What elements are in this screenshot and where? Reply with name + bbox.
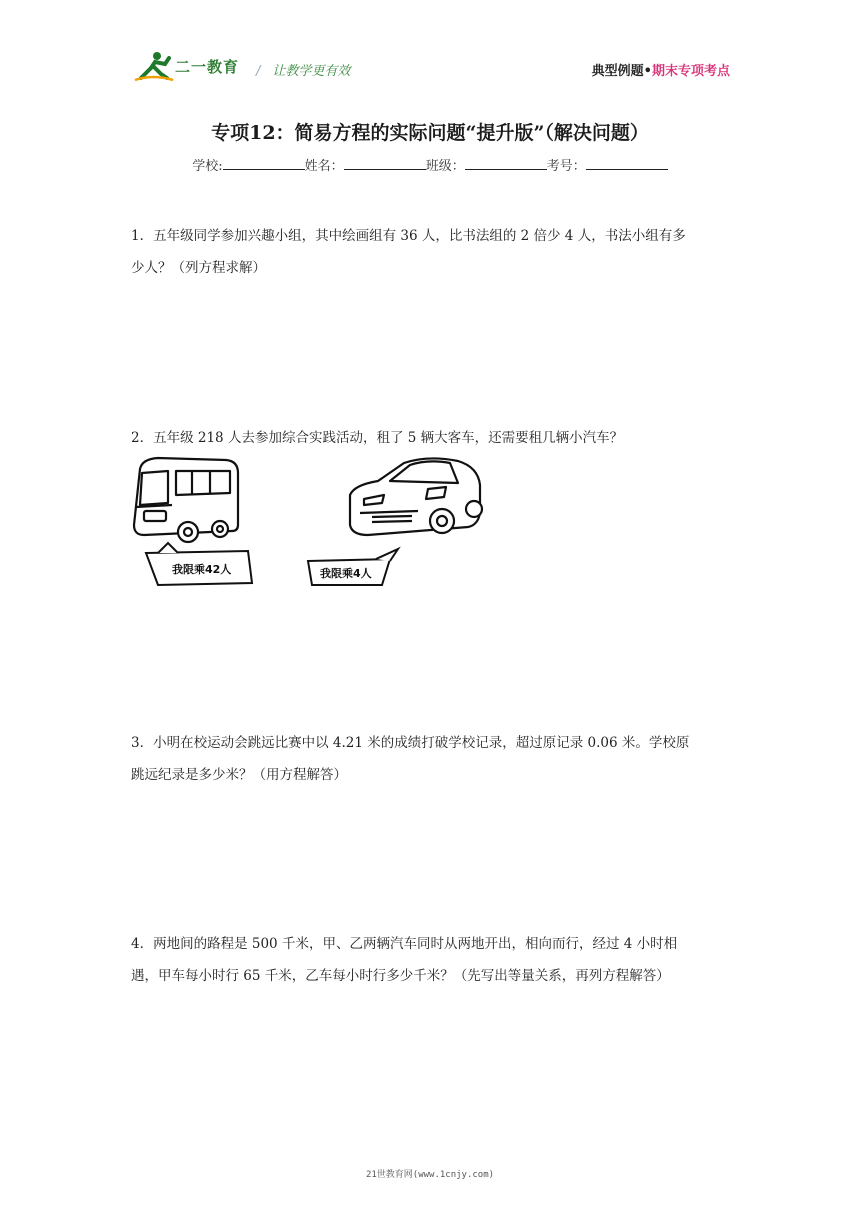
question-4-line1: 4．两地间的路程是 500 千米，甲、乙两辆汽车同时从两地开出，相向而行，经过 4 小时相 — [131, 936, 678, 952]
class-label: 班级： — [425, 159, 465, 174]
bus-sign-text: 我限乘42人 — [172, 563, 232, 576]
car-sign-text: 我限乘4人 — [320, 567, 372, 580]
school-blank — [223, 157, 305, 170]
header-tag — [592, 60, 730, 79]
slogan-separator: / — [256, 64, 261, 79]
page-footer: 21世教育网(www.1cnjy.com) — [365, 1170, 495, 1180]
school-label: 学校: — [192, 159, 223, 174]
question-4 — [131, 928, 731, 992]
page-header — [0, 0, 860, 90]
exam-no-blank — [586, 157, 668, 170]
question-4-line2: 遇，甲车每小时行 65 千米，乙车每小时行多少千米？（先写出等量关系，再列方程解答） — [131, 968, 670, 984]
class-blank — [465, 157, 547, 170]
question-3-line2: 跳远纪录是多少米？（用方程解答） — [131, 767, 347, 783]
slogan-text: 让教学更有效 — [272, 64, 351, 79]
question-3 — [131, 727, 731, 791]
vehicle-illustration — [128, 455, 498, 595]
question-1-line2: 少人？（列方程求解） — [131, 260, 266, 276]
question-2 — [131, 422, 731, 454]
name-label: 姓名： — [304, 159, 344, 174]
student-info-line — [0, 155, 860, 174]
bus-icon — [134, 458, 238, 542]
question-1-line1: 1．五年级同学参加兴趣小组，其中绘画组有 36 人，比书法组的 2 倍少 4 人，书法小组有多 — [131, 228, 686, 244]
question-1 — [131, 220, 731, 284]
car-icon — [350, 458, 482, 535]
logo-text: 二一教育 — [175, 58, 240, 76]
header-tag-part2: 期末专项考点 — [651, 64, 730, 79]
car-sign — [308, 549, 398, 585]
exam-no-label: 考号： — [546, 159, 586, 174]
page-title: 专项12：简易方程的实际问题“提升版”（解决问题） — [211, 122, 649, 144]
header-tag-part1: 典型例题• — [591, 64, 652, 79]
bus-sign — [146, 543, 252, 585]
name-blank — [344, 157, 426, 170]
slogan — [256, 60, 350, 79]
question-3-line1: 3．小明在校运动会跳远比赛中以 4.21 米的成绩打破学校记录，超过原记录 0.06 米。学校原 — [131, 735, 690, 751]
question-2-line1: 2．五年级 218 人去参加综合实践活动，租了 5 辆大客车，还需要租几辆小汽车？ — [131, 430, 624, 446]
